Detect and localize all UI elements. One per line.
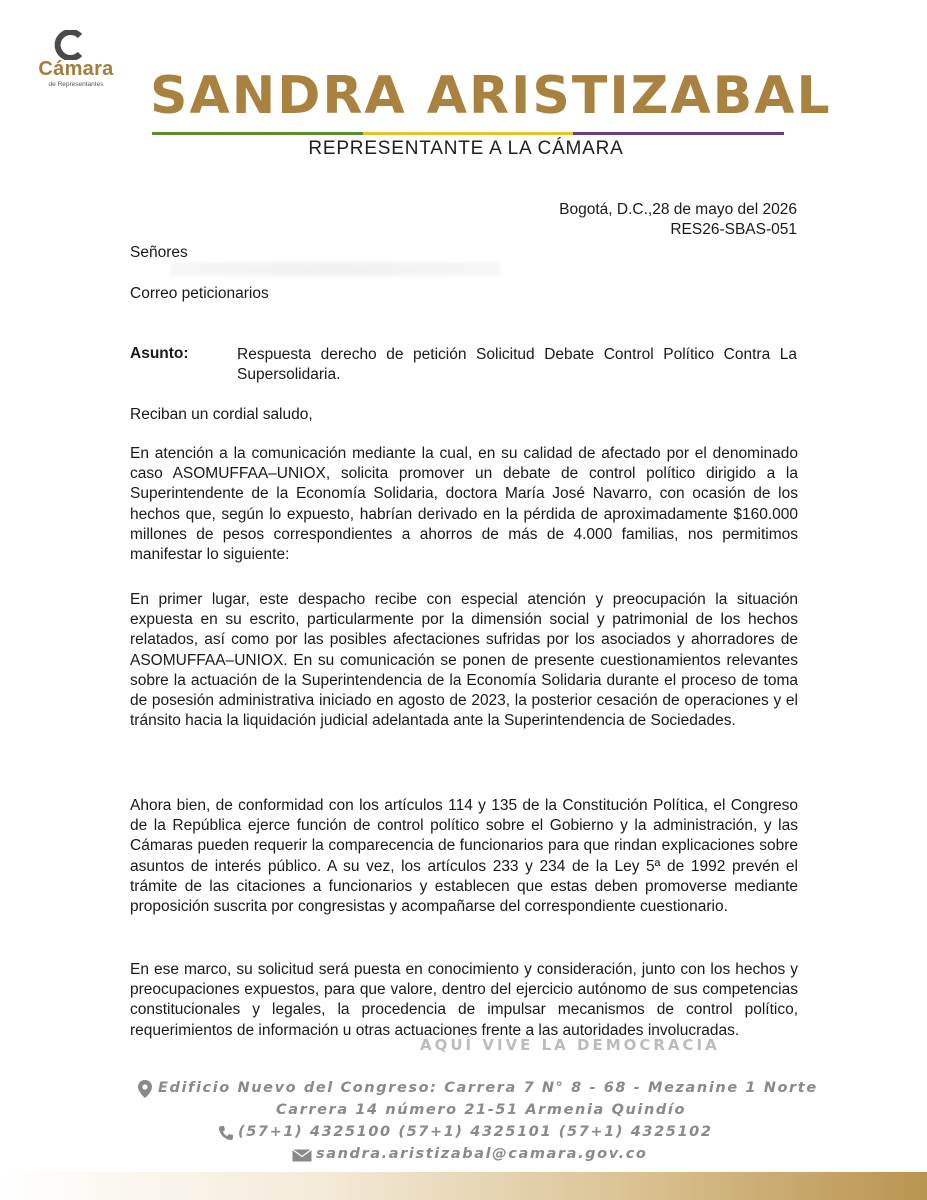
mail-icon xyxy=(292,1149,312,1167)
camara-logo-subtitle: de Representantes xyxy=(48,81,104,88)
salutation-to: Señores xyxy=(130,244,188,261)
letter-date: Bogotá, D.C.,28 de mayo del 2026 xyxy=(559,201,797,218)
rule-segment-purple xyxy=(573,132,784,135)
subject-label: Asunto: xyxy=(130,345,189,362)
camara-c-icon xyxy=(50,30,90,60)
footer-slogan: AQUÍ VIVE LA DEMOCRACIA xyxy=(420,1036,720,1054)
body-paragraph: En primer lugar, este despacho recibe con especial atención y preocupación la situación expuesta en su escrito, particularmente por la dimensión social y patrimonial de los hechos relatados, así como por las posibles afectaciones sufridas por los asociados y ahorradores de ASOMUFFAA–UNIOX. En su comunicación se ponen de presente cuestionamientos relevantes sobre la actuación de la Superintendencia de la Economía Solidaria durante el proceso de toma de posesión administrativa iniciado en agosto de 2023, la posterior cesación de operaciones y el tránsito hacia la liquidación judicial adelantada ante la Superintendencia de Sociedades. xyxy=(130,591,798,730)
camara-logo-name: Cámara xyxy=(38,58,114,80)
recipient: Correo peticionarios xyxy=(130,285,269,302)
representative-title: REPRESENTANTE A LA CÁMARA xyxy=(308,138,624,159)
body-paragraph: Ahora bien, de conformidad con los artículos 114 y 135 de la Constitución Política, el Congreso de la República ejerce función de control político sobre el Gobierno y la administración, y las Cámaras pueden requerir la comparecencia de funcionarios para que rindan explicaciones sobre asuntos de interés público. A su vez, los artículos 233 y 234 de la Ley 5ª de 1992 prevén el trámite de las citaciones a funcionarios y establecen que estas deben promoverse mediante proposición suscrita por congresistas y acompañarse del correspondiente cuestionario. xyxy=(130,797,798,916)
rule-segment-yellow xyxy=(363,132,574,135)
footer-phones: (57+1) 4325100 (57+1) 4325101 (57+1) 4325102 xyxy=(238,1124,713,1140)
tricolor-rule xyxy=(152,132,784,135)
phone-icon xyxy=(218,1125,234,1146)
footer-address-main: Edificio Nuevo del Congreso: Carrera 7 N° 8 - 68 - Mezanine 1 Norte xyxy=(158,1080,818,1096)
letter-reference: RES26-SBAS-051 xyxy=(670,221,797,238)
footer-gold-band xyxy=(0,1172,927,1200)
location-pin-icon xyxy=(138,1080,152,1103)
subject-text: Respuesta derecho de petición Solicitud Debate Control Político Contra La Supersolidaria. xyxy=(237,346,797,383)
greeting: Reciban un cordial saludo, xyxy=(130,406,313,423)
body-paragraph: En atención a la comunicación mediante la cual, en su calidad de afectado por el denominado caso ASOMUFFAA–UNIOX, solicita promover un debate de control político dirigido a la Superintendente de la Economía Solidaria, doctora María José Navarro, con ocasión de los hechos que, según lo expuesto, habrían derivado en la pérdida de aproximadamente $160.000 millones de pesos correspondientes a ahorros de más de 4.000 familias, nos permitimos manifestar lo siguiente: xyxy=(130,445,798,564)
representative-name: SANDRA ARISTIZABAL xyxy=(150,66,832,126)
footer-address-secondary: Carrera 14 número 21-51 Armenia Quindío xyxy=(276,1102,687,1118)
body-paragraph: En ese marco, su solicitud será puesta en conocimiento y consideración, junto con los hechos y preocupaciones expuestos, para que valore, dentro del ejercicio autónomo de sus competencias constitucionales y legales, la procedencia de impulsar mecanismos de control político, requerimientos de información u otras actuaciones frente a las autoridades involucradas. xyxy=(130,961,798,1039)
camara-logo xyxy=(28,30,118,92)
rule-segment-green xyxy=(152,132,363,135)
footer-email: sandra.aristizabal@camara.gov.co xyxy=(316,1146,648,1162)
redacted-recipient-block xyxy=(170,262,500,276)
